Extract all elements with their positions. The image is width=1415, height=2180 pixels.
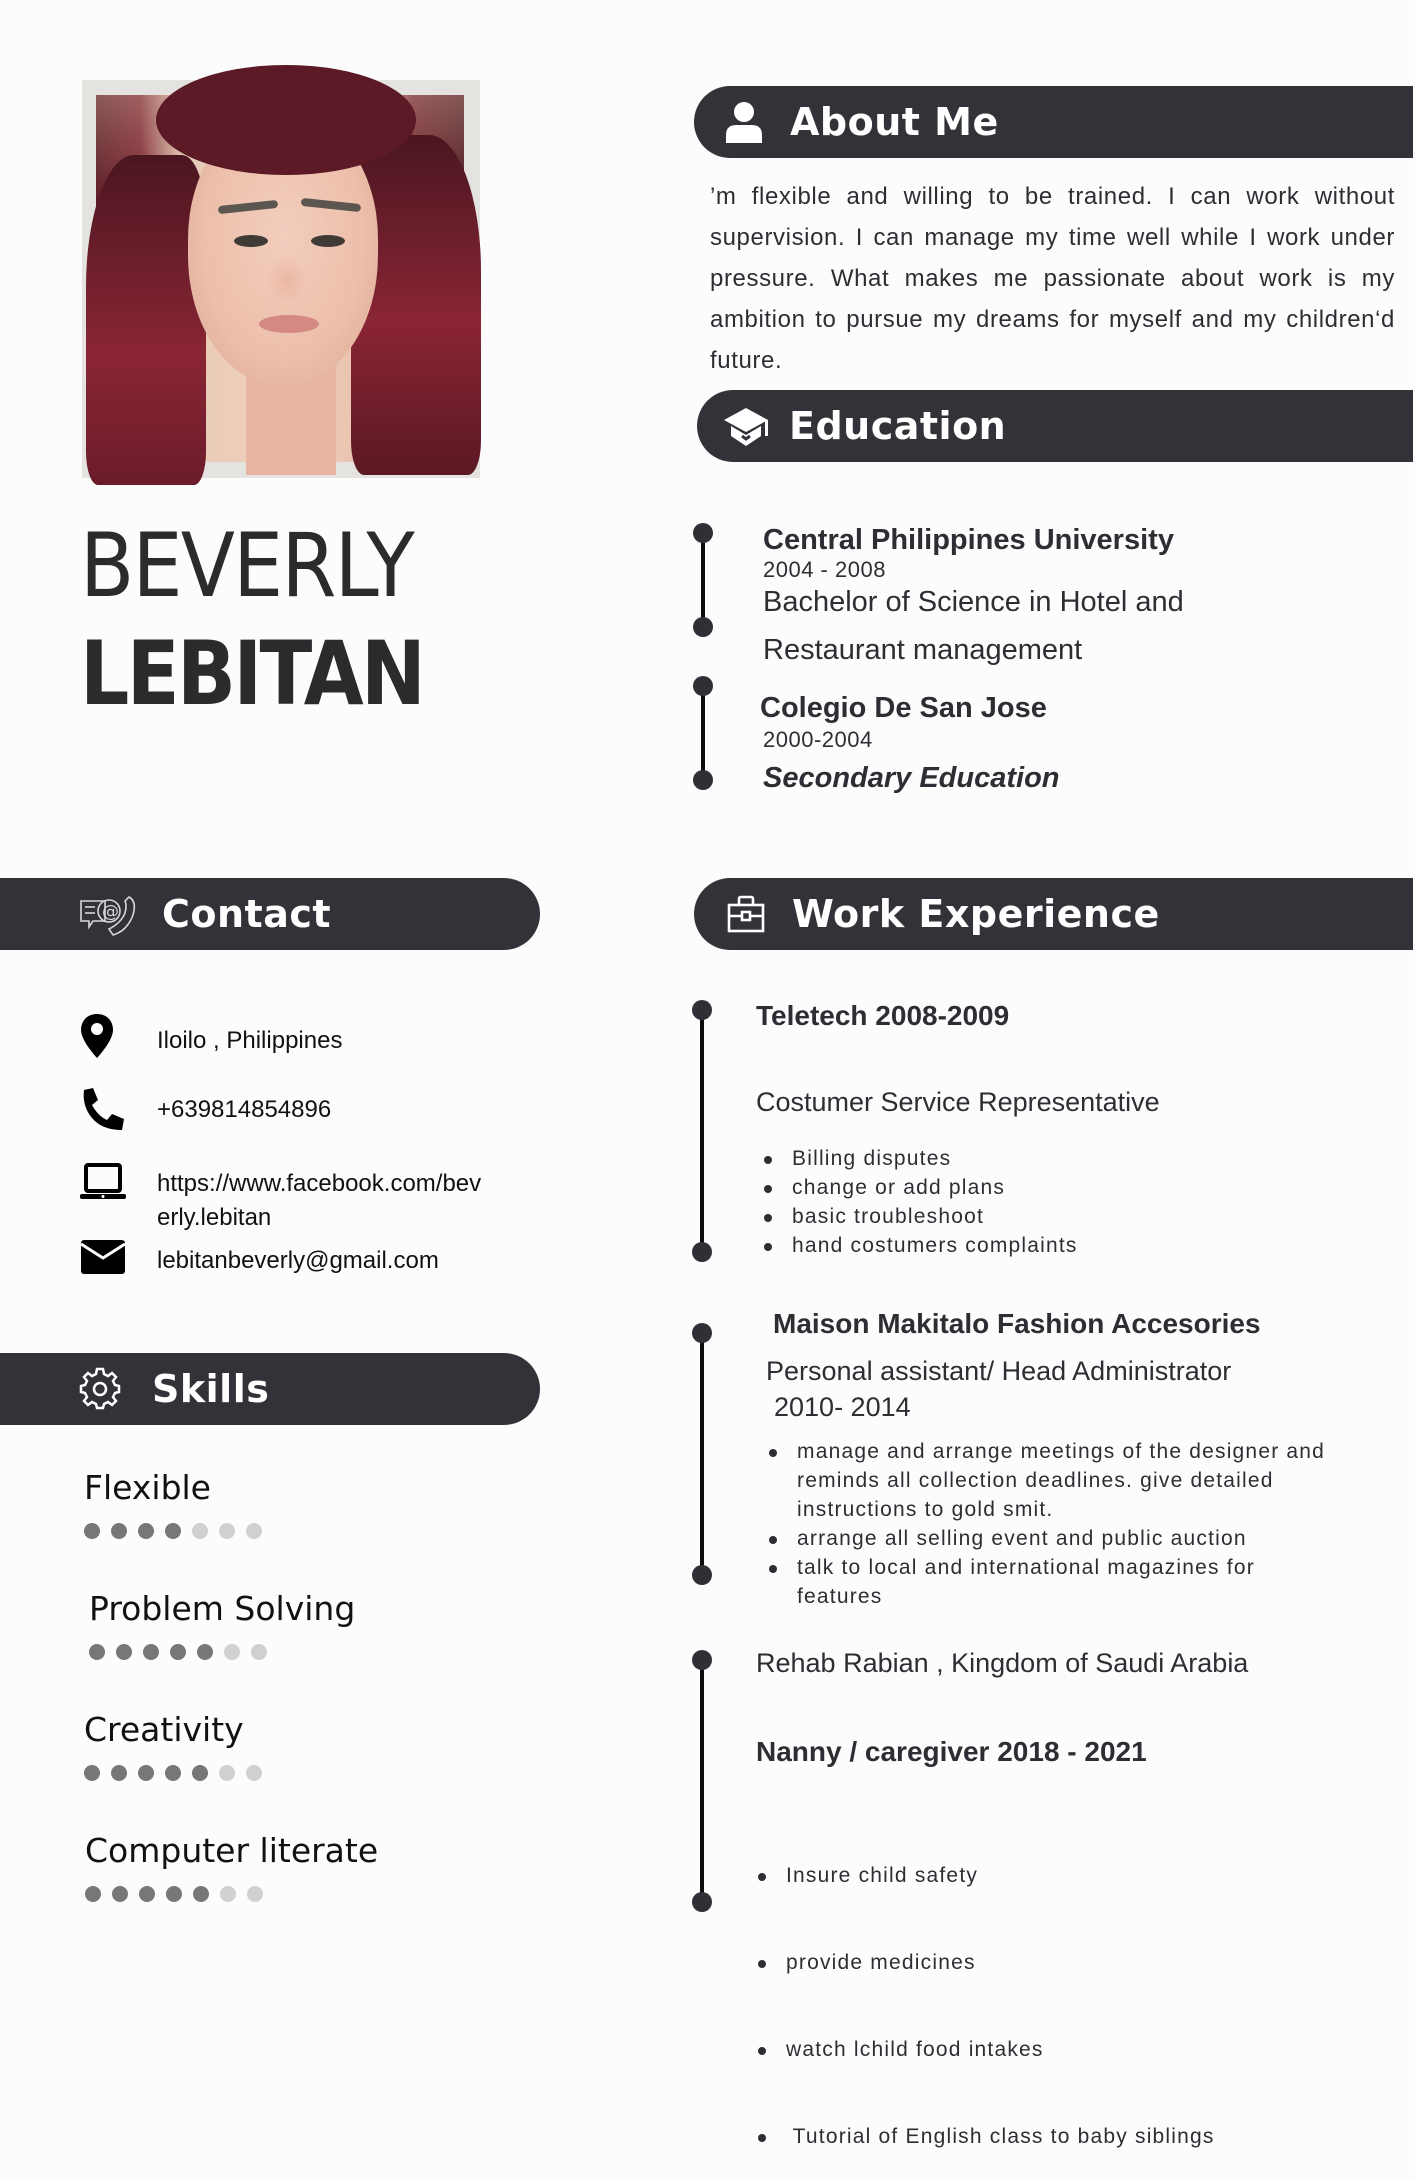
- skill-item: [84, 1468, 262, 1539]
- skill-item: [84, 1710, 262, 1781]
- job-role: Costumer Service Representative: [756, 1087, 1160, 1117]
- job-duty: Insure child safety: [756, 1861, 1356, 1890]
- job-heading: Maison Makitalo Fashion Accesories: [773, 1308, 1261, 1339]
- mail-icon: [80, 1238, 126, 1284]
- profile-photo: [96, 95, 464, 462]
- job-duty: hand costumers complaints: [762, 1231, 1322, 1260]
- contact-title: Contact: [162, 892, 332, 936]
- briefcase-icon: [726, 894, 766, 934]
- education-school: Central Philippines University: [763, 524, 1174, 556]
- timeline-dot: [692, 1892, 712, 1912]
- timeline-dot: [692, 1000, 712, 1020]
- skill-label: Creativity: [84, 1710, 244, 1749]
- about-me-title: About Me: [790, 100, 999, 144]
- skill-rating: [89, 1644, 355, 1660]
- timeline-line: [700, 1662, 704, 1902]
- education-degree-cont: Restaurant management: [763, 634, 1083, 666]
- job-heading: Rehab Rabian , Kingdom of Saudi Arabia: [756, 1648, 1249, 1678]
- timeline-line: [701, 535, 705, 627]
- skill-label: Problem Solving: [89, 1589, 356, 1628]
- phone-icon: [80, 1086, 126, 1132]
- skill-rating: [84, 1765, 262, 1781]
- skills-header: [0, 1353, 540, 1425]
- job-role: Personal assistant/ Head Administrator: [766, 1356, 1232, 1386]
- job-role: Nanny / caregiver 2018 - 2021: [756, 1736, 1147, 1767]
- job-years: 2010- 2014: [774, 1392, 911, 1422]
- contact-website[interactable]: [157, 1167, 481, 1235]
- profile-photo-frame: [82, 80, 480, 478]
- education-school: Colegio De San Jose: [760, 692, 1047, 724]
- contact-website-line1[interactable]: https://www.facebook.com/bev: [157, 1170, 482, 1197]
- job-duties: [756, 1803, 1356, 2180]
- work-experience-header: [694, 878, 1413, 950]
- user-icon: [722, 100, 766, 144]
- education-degree: Secondary Education: [763, 762, 1060, 794]
- job-duty: Billing disputes: [762, 1144, 1322, 1173]
- timeline-line: [700, 1004, 704, 1252]
- timeline-dot: [693, 617, 713, 637]
- contact-phone: +639814854896: [157, 1096, 332, 1123]
- job-heading: Teletech 2008-2009: [756, 1000, 1010, 1031]
- job-duty: manage and arrange meetings of the designer and reminds all collection deadlines. give detailed instructions to gold smit.: [767, 1437, 1327, 1524]
- education-title: Education: [789, 404, 1007, 448]
- education-header: [697, 390, 1413, 462]
- job-duties: [762, 1144, 1322, 1260]
- skill-rating: [84, 1523, 262, 1539]
- graduation-cap-icon: [721, 401, 771, 451]
- timeline-dot: [693, 676, 713, 696]
- job-duty: provide medicines: [756, 1948, 1356, 1977]
- last-name: LEBITAN: [80, 622, 424, 725]
- timeline-line: [700, 1335, 704, 1575]
- job-duties: [767, 1437, 1327, 1611]
- about-me-header: [694, 86, 1413, 158]
- contact-website-line2[interactable]: erly.lebitan: [157, 1204, 272, 1231]
- contact-header: [0, 878, 540, 950]
- skill-label: Computer literate: [85, 1831, 379, 1870]
- timeline-dot: [692, 1650, 712, 1670]
- timeline-dot: [692, 1565, 712, 1585]
- about-me-text: ’m flexible and willing to be trained. I can work without supervision. I can manage my time well while I work under pressure. What makes me passionate about work is my ambition to pursue my dreams for myself and my children‘d future.: [710, 183, 1395, 374]
- education-years: 2000-2004: [763, 727, 873, 752]
- contact-email-phone-icon: [78, 890, 142, 938]
- location-pin-icon: [80, 1013, 126, 1059]
- timeline-dot: [693, 523, 713, 543]
- job-duty: change or add plans: [762, 1173, 1322, 1202]
- job-duty: talk to local and international magazines for features: [767, 1553, 1327, 1611]
- timeline-dot: [692, 1323, 712, 1343]
- timeline-dot: [693, 770, 713, 790]
- work-experience-title: Work Experience: [792, 892, 1160, 936]
- job-duty: Tutorial of English class to baby siblings: [756, 2122, 1356, 2151]
- job-duty: arrange all selling event and public auction: [767, 1524, 1327, 1553]
- laptop-icon: [80, 1163, 126, 1209]
- skill-label: Flexible: [84, 1468, 211, 1507]
- education-degree: Bachelor of Science in Hotel and: [763, 586, 1184, 618]
- contact-location: Iloilo , Philippines: [157, 1027, 343, 1054]
- svg-text:@: @: [102, 902, 119, 922]
- skill-item: [89, 1589, 355, 1660]
- job-duty: basic troubleshoot: [762, 1202, 1322, 1231]
- skill-item: [85, 1831, 378, 1902]
- skills-title: Skills: [152, 1367, 270, 1411]
- education-years: 2004 - 2008: [763, 557, 886, 582]
- gear-icon: [78, 1367, 122, 1411]
- contact-email[interactable]: lebitanbeverly@gmail.com: [157, 1247, 439, 1274]
- timeline-line: [701, 688, 705, 780]
- timeline-dot: [692, 1242, 712, 1262]
- first-name: BEVERLY: [80, 514, 414, 617]
- skill-rating: [85, 1886, 378, 1902]
- job-duty: watch lchild food intakes: [756, 2035, 1356, 2064]
